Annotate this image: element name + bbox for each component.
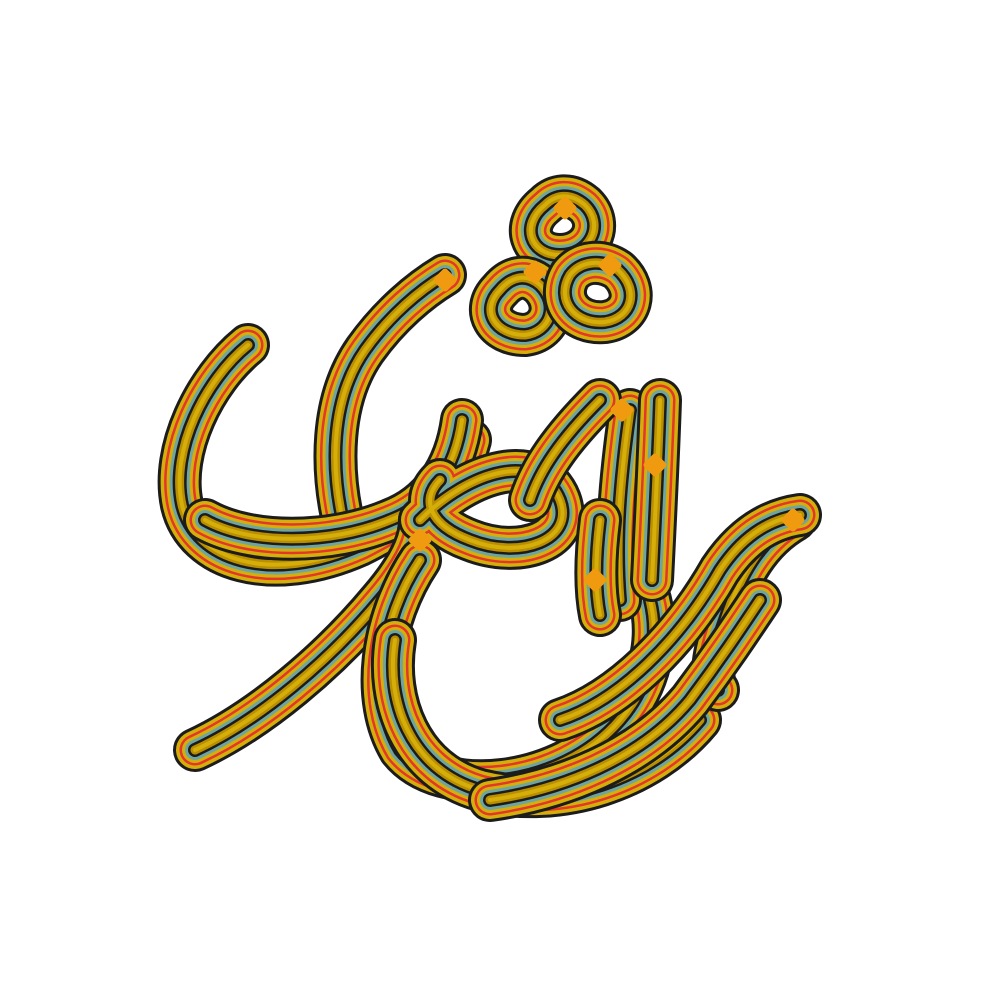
calligraphy-strokes (180, 196, 800, 800)
stroke-dot-left (491, 278, 551, 335)
stroke-middle-stem-2 (652, 400, 660, 580)
stroke-dot-right (565, 263, 631, 322)
stroke-small-vertical (596, 520, 600, 615)
stroke-middle-stem (618, 410, 630, 600)
